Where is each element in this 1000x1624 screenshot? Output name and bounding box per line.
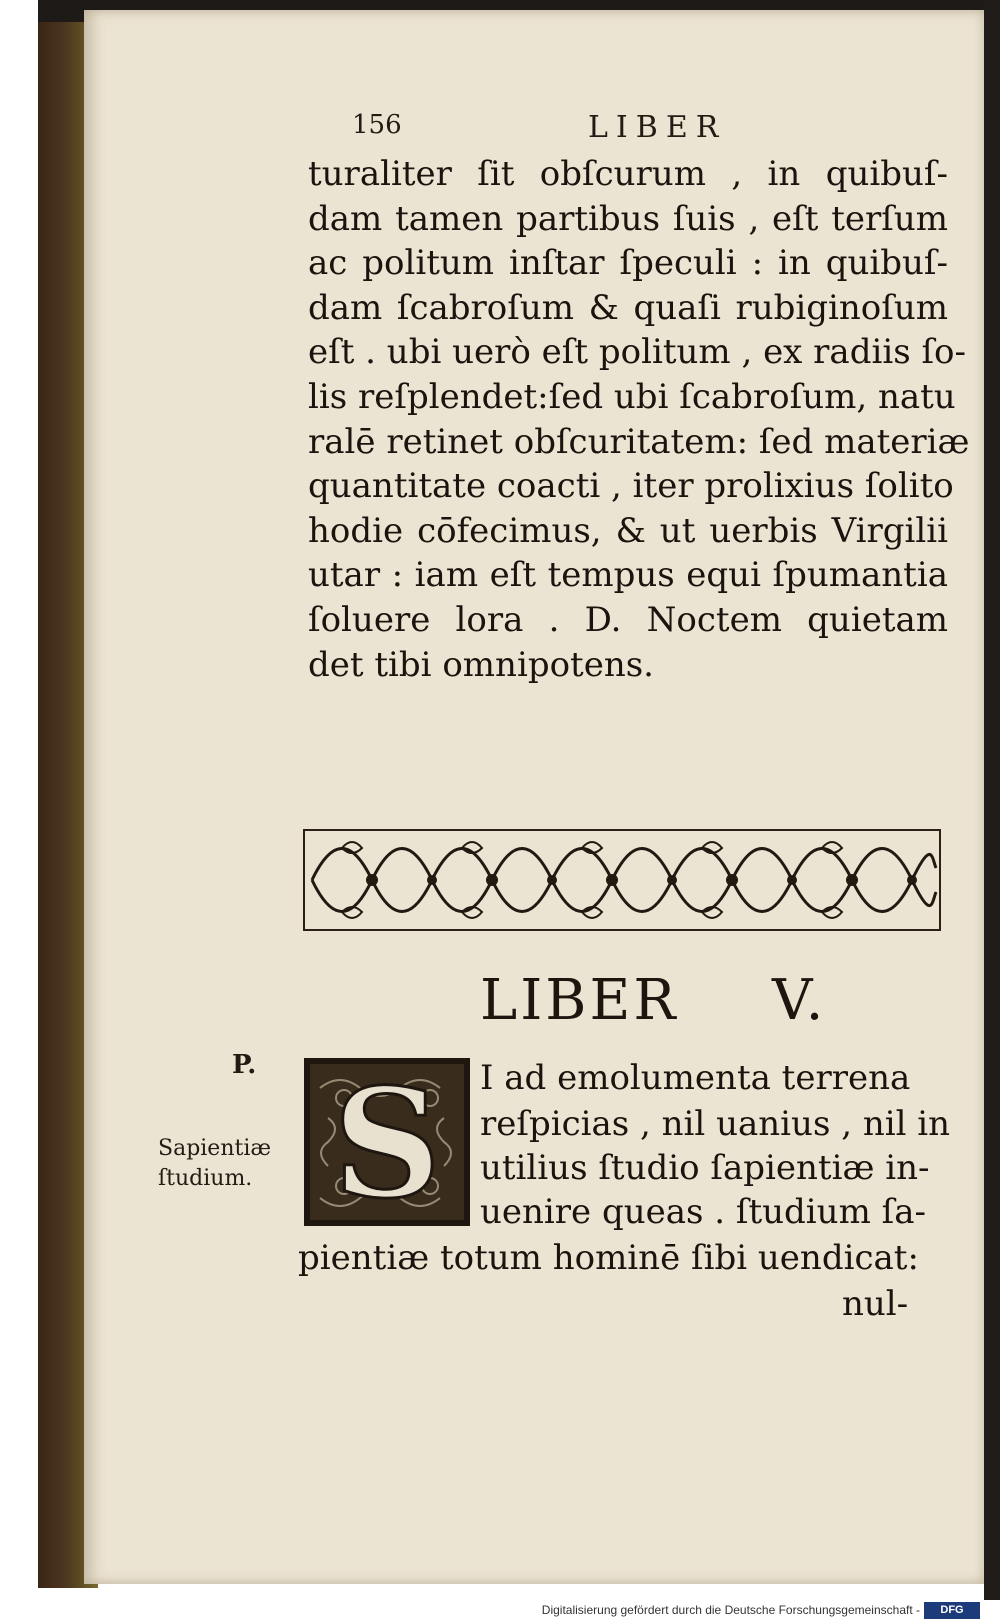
chapter-heading-word: LIBER: [480, 968, 679, 1033]
running-head: [84, 110, 984, 150]
text-line: utilius ſtudio ſapientiæ in-: [480, 1148, 930, 1188]
digitization-footer: [0, 1600, 1000, 1624]
book-page: [84, 10, 984, 1584]
running-title: LIBER: [588, 110, 727, 145]
initial-letter-glyph: S: [332, 1058, 442, 1226]
funding-credit: Digitalisierung gefördert durch die Deutsche Forschungsgemeinschaft -: [541, 1603, 920, 1617]
text-line: eſt . ubi uerò eſt politum , ex radiis ſo-: [308, 332, 967, 373]
text-line: turaliter ſit obſcurum , in quibuſ-: [308, 154, 948, 194]
body-text-top: [308, 152, 970, 687]
text-line: ac politum inſtar ſpeculi : in quibuſ-: [308, 243, 948, 284]
scan-right-edge: [984, 0, 1000, 1600]
text-line: utar : iam eſt tempus equi ſpumantia: [308, 555, 948, 596]
text-line: hodie cōfecimus, & ut uerbis Virgilii: [308, 510, 948, 551]
text-line: lis reſplendet:ſed ubi ſcabroſum, natu: [308, 376, 956, 417]
dfg-logo: DFG: [924, 1602, 980, 1619]
text-line: uenire queas . ſtudium ſa-: [480, 1192, 926, 1232]
text-line: I ad emolumenta terrena: [480, 1058, 911, 1098]
text-line: dam tamen partibus ſuis , eſt terſum: [308, 198, 948, 239]
decorated-initial: [304, 1058, 470, 1226]
text-line: pientiæ totum hominē ſibi uendicat:: [298, 1238, 919, 1278]
speaker-marker: P.: [232, 1050, 257, 1080]
text-line: quantitate coacti , iter prolixius ſolito: [308, 466, 954, 507]
text-line: ralē retinet obſcuritatem: ſed materiæ: [308, 421, 970, 462]
text-line: dam ſcabroſum & quaſi rubiginoſum: [308, 287, 948, 328]
text-line: reſpicias , nil uanius , nil in: [480, 1104, 951, 1144]
text-line: det tibi omnipotens.: [308, 644, 654, 685]
marginal-note-line: ſtudium.: [158, 1166, 253, 1191]
marginal-note-line: Sapientiæ: [158, 1136, 272, 1161]
text-line: ſoluere lora . D. Noctem quietam: [308, 599, 948, 640]
ornamental-border: [302, 828, 942, 932]
chapter-heading-number: V.: [772, 968, 827, 1033]
page-number: 156: [352, 110, 402, 140]
catchword: nul-: [842, 1284, 909, 1324]
